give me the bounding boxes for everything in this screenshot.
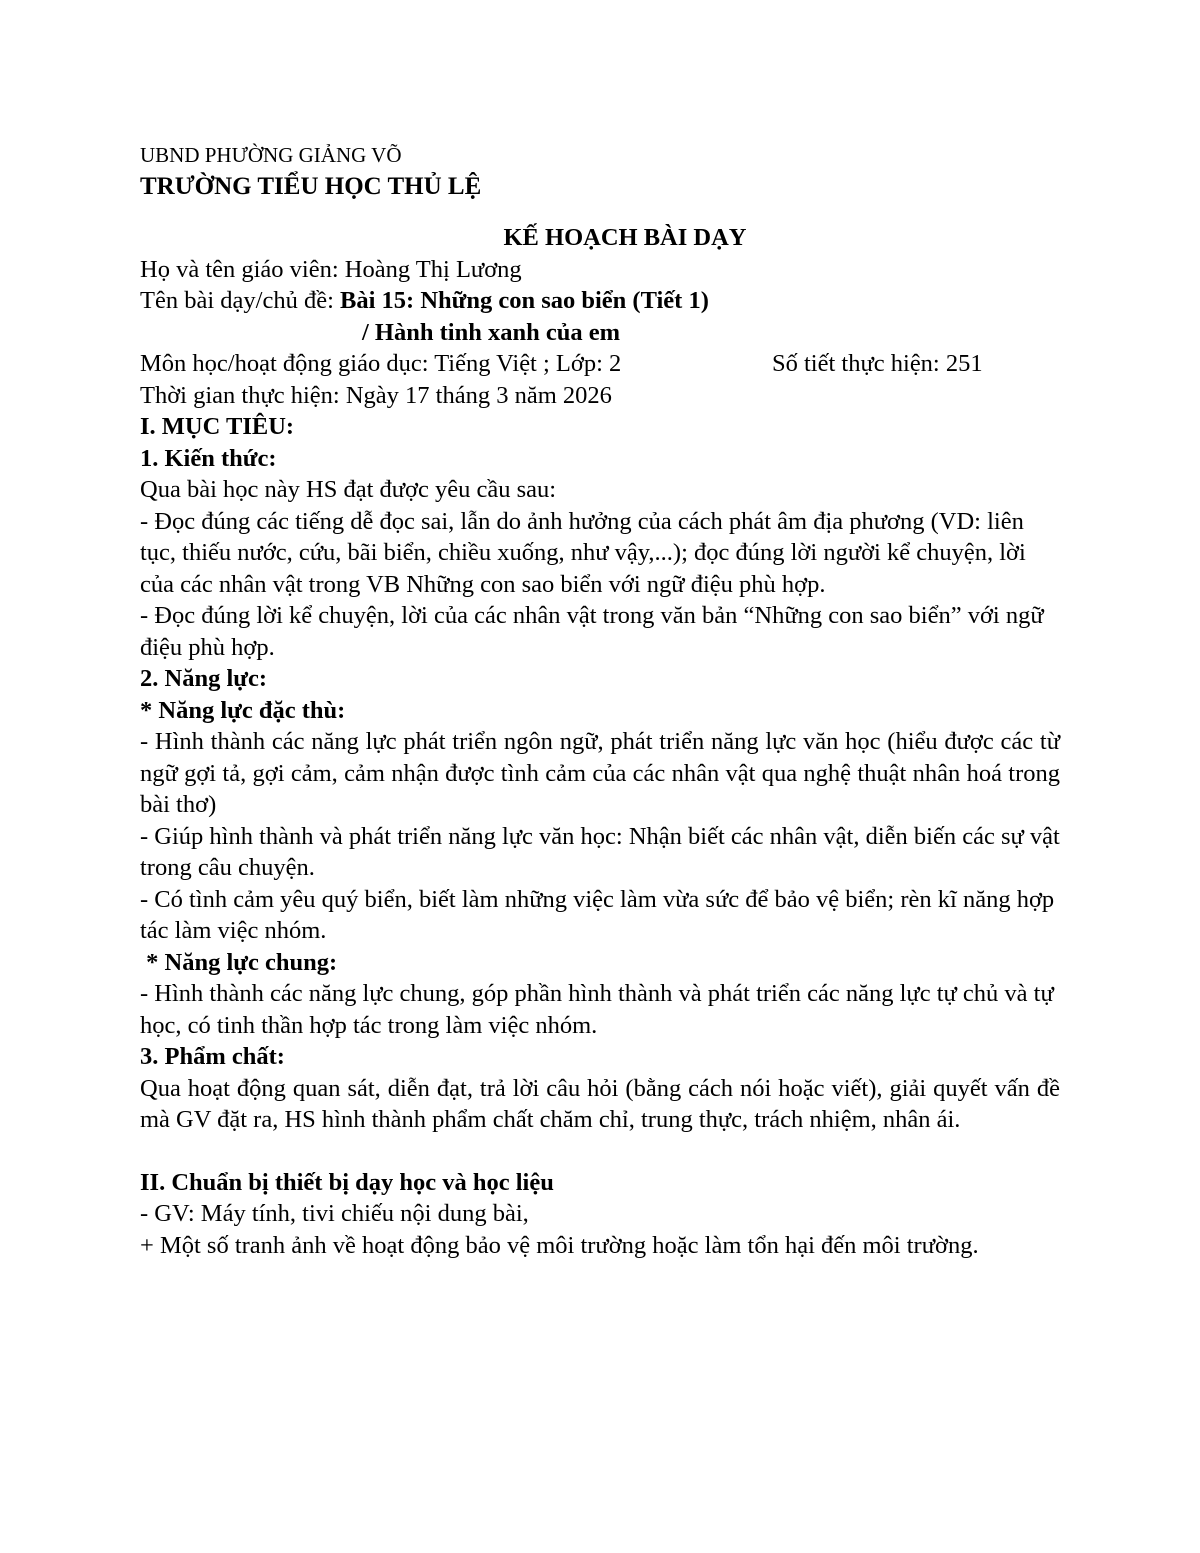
section-preparation-heading: II. Chuẩn bị thiết bị dạy học và học liệu	[140, 1168, 554, 1196]
knowledge-intro: Qua bài học này HS đạt được yêu cầu sau:	[140, 476, 557, 503]
general-competence-heading: * Năng lực chung:	[140, 948, 338, 976]
blank-line	[140, 1136, 1060, 1167]
teacher-label: Họ và tên giáo viên:	[140, 255, 345, 283]
competence-paragraph: - Giúp hình thành và phát triển năng lực văn học: Nhận biết các nhân vật, diễn biến các sự vật trong câu chuyện.	[140, 822, 1060, 881]
teacher-line	[140, 254, 1060, 286]
lesson-plan-page	[140, 140, 1060, 1261]
subject-row	[140, 348, 1060, 380]
competence-paragraph: - Hình thành các năng lực phát triển ngôn ngữ, phát triển năng lực văn học (hiểu được các từ ngữ gợi tả, gợi cảm, cảm nhận được tình cảm của các nhân vật qua nghệ thuật nhân hoá trong bài thơ)	[140, 728, 1060, 818]
periods-info: Số tiết thực hiện: 251	[772, 350, 983, 377]
school-name: TRƯỜNG TIỂU HỌC THỦ LỆ	[140, 173, 482, 200]
quality-heading: 3. Phẩm chất:	[140, 1043, 285, 1070]
teacher-name: Hoàng Thị Lương	[344, 255, 522, 283]
competence-paragraph: - Có tình cảm yêu quý biển, biết làm những việc làm vừa sức để bảo vệ biển; rèn kĩ năng hợp tác làm việc nhóm.	[140, 885, 1055, 944]
teacher-equipment: - GV: Máy tính, tivi chiếu nội dung bài,	[140, 1200, 529, 1227]
knowledge-heading: 1. Kiến thức:	[140, 444, 277, 472]
section-objectives-heading: I. MỤC TIÊU:	[140, 413, 295, 440]
specific-competence-heading: * Năng lực đặc thù:	[140, 696, 346, 724]
lesson-line	[140, 285, 1060, 317]
subject-info: Môn học/hoạt động giáo dục: Tiếng Việt ; Lớp: 2	[140, 350, 622, 377]
lesson-label: Tên bài dạy/chủ đề:	[140, 287, 341, 314]
lesson-topic: / Hành tinh xanh của em	[362, 318, 620, 346]
pictures-item: + Một số tranh ảnh về hoạt động bảo vệ môi trường hoặc làm tổn hại đến môi trường.	[140, 1231, 979, 1259]
knowledge-paragraph: - Đọc đúng các tiếng dễ đọc sai, lẫn do ảnh hưởng của cách phát âm địa phương (VD: liên tục, thiếu nước, cứu, bãi biển, chiều xuống, như vậy,...); đọc đúng lời người kể chuyện, lời của các nhân vật trong VB Những con sao biển với ngữ điệu phù hợp.	[140, 507, 1026, 598]
quality-paragraph: Qua hoạt động quan sát, diễn đạt, trả lời câu hỏi (bằng cách nói hoặc viết), giải quyết vấn đề mà GV đặt ra, HS hình thành phẩm chất chăm chỉ, trung thực, trách nhiệm, nhân ái.	[140, 1074, 1060, 1133]
knowledge-paragraph: - Đọc đúng lời kể chuyện, lời của các nhân vật trong văn bản “Những con sao biển” với ngữ điệu phù hợp.	[140, 602, 1044, 661]
agency-name: UBND PHƯỜNG GIẢNG VÕ	[140, 143, 402, 167]
document-title: KẾ HOẠCH BÀI DẠY	[503, 224, 747, 251]
time-info: Thời gian thực hiện: Ngày 17 tháng 3 năm 2026	[140, 381, 612, 409]
lesson-title: Bài 15: Những con sao biển (Tiết 1)	[340, 287, 709, 314]
competence-heading: 2. Năng lực:	[140, 665, 267, 692]
competence-paragraph: - Hình thành các năng lực chung, góp phần hình thành và phát triển các năng lực tự chủ và tự học, có tinh thần hợp tác trong làm việc nhóm.	[140, 980, 1054, 1039]
